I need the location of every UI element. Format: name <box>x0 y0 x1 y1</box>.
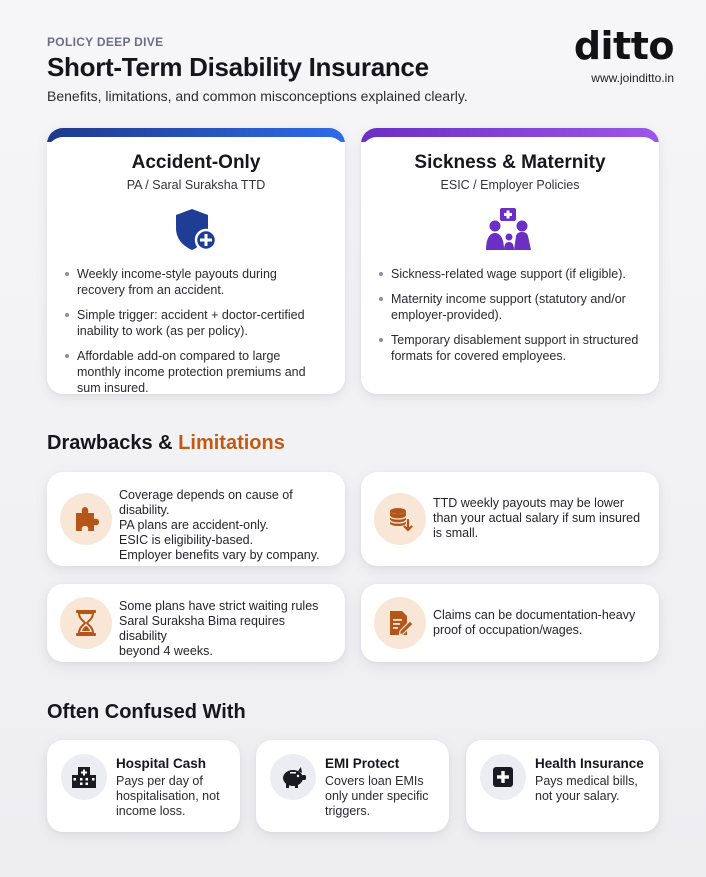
drawback-line: is small. <box>433 526 479 540</box>
heading-accent: Limitations <box>178 432 285 454</box>
confused-line: Covers loan EMIs <box>325 774 424 788</box>
drawback-line: PA plans are accident-only. <box>119 518 269 532</box>
drawback-line: Saral Suraksha Bima requires disability <box>119 614 286 643</box>
confused-card <box>256 740 449 832</box>
hourglass-icon <box>73 609 99 637</box>
benefit-item: Sickness-related wage support (if eligible). <box>391 266 641 282</box>
brand-url: www.joinditto.in <box>591 71 674 85</box>
drawback-line: proof of occupation/wages. <box>433 623 583 637</box>
card-title: Sickness & Maternity <box>414 152 606 173</box>
document-edit-icon <box>386 609 414 637</box>
sickness-maternity-card <box>361 128 659 394</box>
family-medical-icon <box>484 206 536 254</box>
drawback-line: Coverage depends on cause of disability. <box>119 488 293 517</box>
benefit-item: Weekly income-style payouts during recovery from an accident. <box>77 266 327 298</box>
drawbacks-heading <box>47 432 285 455</box>
benefit-item: Affordable add-on compared to large monthly income protection premiums and sum insured. <box>77 348 327 394</box>
benefit-item: Temporary disablement support in structured formats for covered employees. <box>391 332 641 364</box>
hospital-icon <box>71 764 97 790</box>
card-subtitle: PA / Saral Suraksha TTD <box>126 178 266 192</box>
heading-part: Drawbacks & <box>47 432 179 454</box>
coins-down-icon <box>386 505 414 533</box>
page-subtitle: Benefits, limitations, and common misconceptions explained clearly. <box>47 88 468 104</box>
puzzle-icon <box>72 505 100 533</box>
shield-plus-icon <box>172 206 220 254</box>
confused-card <box>466 740 659 832</box>
confused-line: income loss. <box>116 804 186 818</box>
confused-title: Hospital Cash <box>116 756 207 771</box>
accident-only-card <box>47 128 345 394</box>
page-title: Short-Term Disability Insurance <box>47 52 429 82</box>
drawback-line: Some plans have strict waiting rules <box>119 599 319 613</box>
drawback-line: TTD weekly payouts may be lower <box>433 496 625 510</box>
drawback-card <box>47 472 345 566</box>
confused-title: EMI Protect <box>325 756 400 771</box>
brand-logo: ditto <box>573 24 674 68</box>
drawback-card <box>361 472 659 566</box>
confused-heading: Often Confused With <box>47 701 246 723</box>
confused-line: Pays per day of <box>116 774 203 788</box>
card-subtitle: ESIC / Employer Policies <box>440 178 580 192</box>
drawback-card <box>361 584 659 662</box>
eyebrow-label: POLICY DEEP DIVE <box>47 35 164 49</box>
confused-card <box>47 740 240 832</box>
confused-title: Health Insurance <box>535 756 644 771</box>
drawback-line: Claims can be documentation-heavy <box>433 608 636 622</box>
drawback-line: Employer benefits vary by company. <box>119 548 320 562</box>
confused-line: triggers. <box>325 804 371 818</box>
drawback-card <box>47 584 345 662</box>
drawback-line: than your actual salary if sum insured <box>433 511 641 525</box>
medical-cross-icon <box>491 765 515 789</box>
brand-block <box>574 24 674 85</box>
piggy-bank-icon <box>279 764 307 790</box>
confused-line: hospitalisation, not <box>116 789 220 803</box>
confused-line: Pays medical bills, <box>535 774 638 788</box>
benefit-item: Simple trigger: accident + doctor-certified inability to work (as per policy). <box>77 307 327 339</box>
confused-line: not your salary. <box>535 789 620 803</box>
benefit-item: Maternity income support (statutory and/or employer-provided). <box>391 291 641 323</box>
drawback-line: ESIC is eligibility-based. <box>119 533 254 547</box>
drawback-line: beyond 4 weeks. <box>119 644 213 658</box>
confused-line: only under specific <box>325 789 429 803</box>
card-title: Accident-Only <box>131 152 261 173</box>
